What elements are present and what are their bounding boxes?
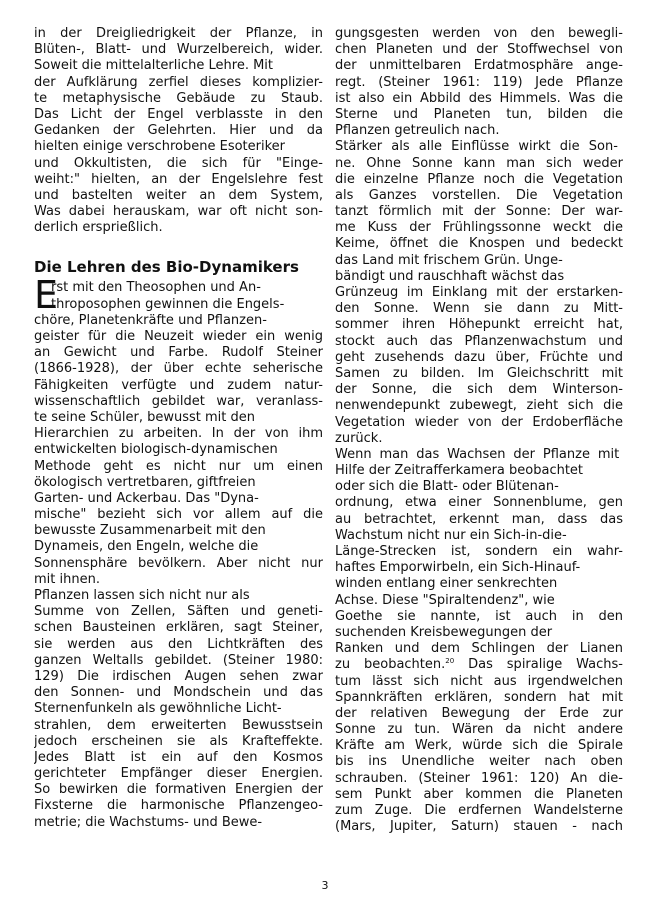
text-line: ordnung, etwa einer Sonnenblume, gen	[335, 495, 623, 511]
text-line: mit ihnen.	[34, 571, 100, 587]
left-column	[34, 26, 323, 831]
text-line: chen Planeten und der Stoffwechsel von	[335, 42, 623, 58]
text-line: metrie; die Wachstums- und Bewe-	[34, 814, 263, 830]
section-heading: Die Lehren des Bio-Dynamikers	[34, 258, 299, 277]
footnote-line	[335, 657, 623, 673]
dropcap-lines	[34, 280, 323, 312]
text-line: regt. (Steiner 1961: 119) Jede Pflanze	[335, 74, 623, 90]
text-line: an Gewicht und Farbe. Rudolf Steiner	[34, 345, 323, 361]
text-line: au betrachtet, erkennt man, dass das	[335, 511, 623, 527]
text-line: weiht:" hielten, an der Engelslehre fest	[34, 171, 323, 187]
text-line: Wenn man das Wachsen der Pflanze mit	[335, 446, 620, 462]
text-line: Soweit die mittelalterliche Lehre. Mit	[34, 58, 274, 74]
body-text-right-upper	[335, 26, 623, 657]
text-line: und Okkultisten, die sich für "Einge-	[34, 155, 323, 171]
text-line: Methode geht es nicht nur um einen	[34, 458, 323, 474]
section-spacer	[34, 236, 323, 258]
text-line: Samen zu bilden. Im Gleichschritt mit	[335, 365, 623, 381]
text-line: der unmittelbaren Erdatmosphäre ange-	[335, 58, 623, 74]
text-line: zum Zuge. Die erdfernen Wandelsterne	[335, 803, 623, 818]
body-text-right-lower	[335, 674, 623, 836]
text-line: zurück.	[335, 430, 383, 446]
text-line: suchenden Kreisbewegungen der	[335, 624, 553, 640]
text-line: winden entlang einer senkrechten	[335, 576, 558, 592]
text-line: So bewirken die formativen Energien der	[34, 782, 323, 798]
text-line: Hilfe der Zeitrafferkamera beobachtet	[335, 463, 584, 479]
text-line: Pflanzen lassen sich nicht nur als	[34, 588, 250, 603]
text-line: tum lässt sich nicht aus irgendwelchen	[335, 673, 623, 689]
text-line: me Kuss der Frühlingssonne weckt die	[335, 220, 623, 236]
text-line: sie werden aus den Lichtkräften des	[34, 636, 323, 652]
text-line: nenwendepunkt zubewegt, zieht sich die	[335, 398, 623, 414]
text-line: chöre, Planetenkräfte und Pflanzen-	[34, 312, 267, 328]
text-line: ökologisch vertretbaren, giftfreien	[34, 474, 256, 490]
text-line: Grünzeug im Einklang mit der erstarken-	[335, 285, 623, 300]
text-line: Länge-Strecken ist, sondern ein wahr-	[335, 544, 623, 559]
footnote-marker[interactable]: 20	[445, 657, 455, 666]
body-text-left	[34, 313, 323, 831]
text-line: Fixsterne die harmonische Pflanzengeo-	[34, 798, 323, 814]
text-line: Pflanzen getreulich nach.	[335, 123, 500, 139]
intro-paragraph	[34, 26, 323, 236]
text-line: das Land mit frischem Grün. Unge-	[335, 252, 563, 268]
text-line: derlich ersprießlich.	[34, 220, 163, 236]
text-line: te metaphysische Gebäude zu Staub.	[34, 90, 323, 106]
text-line: geister für die Neuzeit wieder ein wenig	[34, 329, 323, 344]
text-line: jedoch erscheinen sie als Krafteffekte.	[34, 733, 323, 749]
text-line: oder sich die Blatt- oder Blütenan-	[335, 479, 559, 495]
text-line: 129) Die irdischen Augen sehen zwar	[34, 668, 323, 684]
text-line: Sonne zu tun. Wären da nicht andere	[335, 722, 623, 738]
text-line: Stärker als alle Einflüsse wirkt die Son-	[335, 139, 618, 155]
text-line: (Mars, Jupiter, Saturn) stauen - nach	[335, 819, 623, 835]
footnote-line-after: Das spiralige Wachs-	[454, 657, 623, 673]
text-line: Was dabei herauskam, war oft nicht son-	[34, 204, 323, 220]
text-line: Dynameis, den Engeln, welche die	[34, 539, 259, 555]
text-line: Keime, öffnet die Knospen und bedeckt	[335, 236, 623, 252]
text-line: tanzt förmlich mit der Sonne: Der war-	[335, 204, 623, 220]
text-line: Ranken und dem Schlingen der Lianen	[335, 641, 623, 657]
text-line: als Ganzes vorstellen. Die Vegetation	[335, 187, 623, 203]
text-line: schrauben. (Steiner 1961: 120) An die-	[335, 770, 623, 786]
right-column	[335, 26, 623, 835]
text-line: Das Licht der Engel verblasste in den	[34, 106, 323, 122]
text-line: Achse. Diese "Spiraltendenz", wie	[335, 592, 555, 608]
text-line: Hierarchien zu arbeiten. In der von ihm	[34, 426, 323, 442]
text-line: strahlen, dem erweiterten Bewusstsein	[34, 717, 323, 733]
text-line: Wachstum nicht nur ein Sich-in-die-	[335, 527, 567, 543]
text-line: gerichteter Empfänger dieser Energien.	[34, 766, 323, 782]
text-line: Kräfte am Werk, würde sich die Spirale	[335, 738, 623, 754]
text-line: te seine Schüler, bewusst mit den	[34, 409, 255, 425]
text-line: Sonnensphäre bevölkern. Aber nicht nur	[34, 555, 323, 571]
text-line: ne. Ohne Sonne kann man sich weder	[335, 155, 623, 171]
text-line: throposophen gewinnen die Engels-	[51, 296, 285, 312]
text-line: hielten einige verschrobene Esoteriker	[34, 139, 285, 155]
text-line: Jedes Blatt ist ein auf den Kosmos	[34, 749, 323, 765]
text-line: mische" bezieht sich vor allem auf die	[34, 507, 323, 523]
text-line: sem Punkt aber kommen die Planeten	[335, 786, 623, 802]
text-line: die einzelne Pflanze noch die Vegetation	[335, 171, 623, 187]
text-line: und bastelten weiter an dem System,	[34, 187, 323, 203]
text-line: Gedanken der Gelehrten. Hier und da	[34, 123, 323, 139]
text-line: ist also ein Abbild des Himmels. Was die	[335, 90, 623, 106]
text-line: bändigt und rauschhaft wächst das	[335, 268, 565, 284]
text-line: ganzen Weltalls gebildet. (Steiner 1980:	[34, 652, 323, 668]
text-line: stockt auch das Pflanzenwachstum und	[335, 333, 623, 349]
text-line: bewusste Zusammenarbeit mit den	[34, 523, 266, 539]
text-line: gungsgesten werden von den bewegli-	[335, 26, 623, 41]
text-line: Fähigkeiten verfügte und zudem natur-	[34, 377, 323, 393]
text-line: in der Dreigliedrigkeit der Pflanze, in	[34, 26, 323, 41]
text-line: der Aufklärung zerfiel dieses komplizier-	[34, 74, 323, 90]
footnote-line-before: zu beobachten.	[335, 657, 446, 673]
text-line: Vegetation wieder von der Erdoberfläche	[335, 414, 623, 430]
dropcap-paragraph-start	[34, 273, 323, 318]
text-line: den Sonnen- und Mondschein und das	[34, 685, 323, 701]
text-line: Blüten-, Blatt- und Wurzelbereich, wider.	[34, 42, 323, 58]
page-number: 3	[321, 879, 329, 892]
text-line: den Sonne. Wenn sie dann zu Mitt-	[335, 301, 623, 317]
text-line: haftes Emporwirbeln, ein Sich-Hinauf-	[335, 560, 581, 576]
text-line: (1866-1928), der über echte seherische	[34, 361, 323, 377]
text-line: schen Bausteinen erklären, sagt Steiner,	[34, 620, 323, 636]
text-line: Sternenfunkeln als gewöhnliche Licht-	[34, 701, 282, 717]
text-line: wissenschaftlich gebildet war, veranlass-	[34, 393, 323, 409]
text-line: Goethe sie nannte, ist auch in den	[335, 608, 623, 624]
text-line: sommer ihren Höhepunkt erreicht hat,	[335, 317, 623, 333]
text-line: Spannkräften erklären, sondern hat mit	[335, 689, 623, 705]
text-line: der relativen Bewegung der Erde zur	[335, 705, 623, 721]
text-line: Summe von Zellen, Säften und geneti-	[34, 604, 323, 620]
text-line: entwickelten biologisch-dynamischen	[34, 442, 278, 458]
text-line: geht zusehends dazu über, Früchte und	[335, 349, 623, 365]
drop-cap-letter: E	[34, 273, 59, 318]
text-line: der Sonne, die sich dem Winterson-	[335, 382, 623, 398]
text-line: rst mit den Theosophen und An-	[51, 280, 261, 296]
text-line: Sterne und Planeten tun, bilden die	[335, 106, 623, 122]
text-line: bis ins Unendliche weiter nach oben	[335, 754, 623, 770]
text-line: Garten- und Ackerbau. Das "Dyna-	[34, 490, 259, 506]
